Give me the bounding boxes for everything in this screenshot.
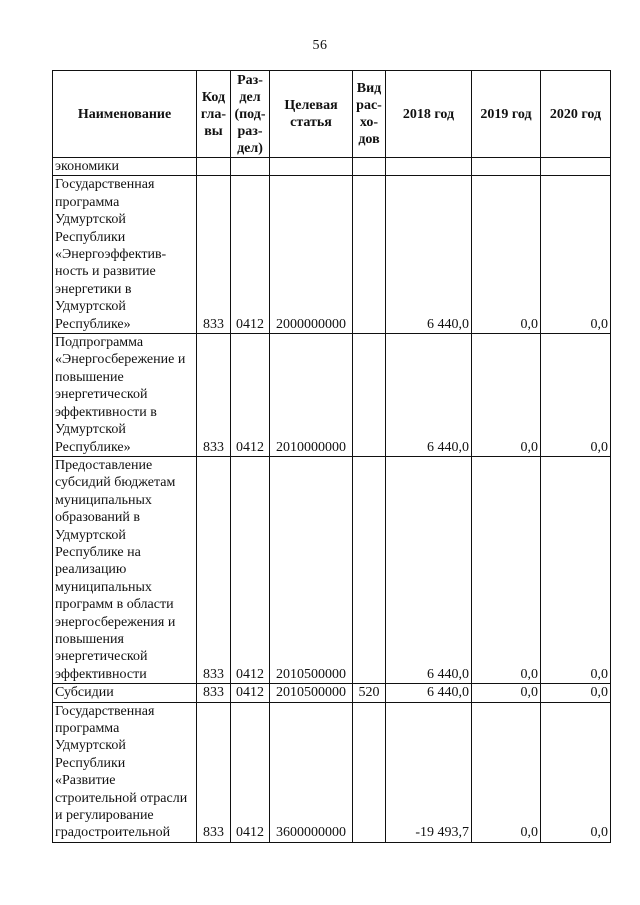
- header-code: Код гла- вы: [197, 71, 231, 158]
- row-expense-type: 520: [353, 684, 386, 702]
- row-2019: 0,0: [472, 702, 541, 842]
- budget-table: [52, 70, 611, 843]
- row-2018: [386, 158, 472, 176]
- table-row: [53, 158, 611, 176]
- table-row: [53, 456, 611, 683]
- row-2020: 0,0: [541, 702, 611, 842]
- row-code: 833: [197, 334, 231, 457]
- row-section: [231, 158, 270, 176]
- row-2018: 6 440,0: [386, 456, 472, 683]
- table-row: [53, 702, 611, 842]
- row-article: 2010000000: [270, 334, 353, 457]
- row-code: 833: [197, 456, 231, 683]
- header-section: Раз- дел (под- раз- дел): [231, 71, 270, 158]
- row-2018: -19 493,7: [386, 702, 472, 842]
- header-expense-type: Вид рас- хо- дов: [353, 71, 386, 158]
- row-2020: 0,0: [541, 176, 611, 334]
- row-2019: 0,0: [472, 176, 541, 334]
- row-article: [270, 158, 353, 176]
- row-name: Подпрограмма «Энергосбережение и повышение энергетической эффективности в Удмуртской Республике»: [53, 334, 197, 457]
- table-row: [53, 684, 611, 702]
- row-expense-type: [353, 702, 386, 842]
- row-code: 833: [197, 176, 231, 334]
- row-2020: [541, 158, 611, 176]
- row-name: Субсидии: [53, 684, 197, 702]
- row-section: 0412: [231, 456, 270, 683]
- row-expense-type: [353, 176, 386, 334]
- row-section: 0412: [231, 684, 270, 702]
- row-name: экономики: [53, 158, 197, 176]
- header-2020: 2020 год: [541, 71, 611, 158]
- row-expense-type: [353, 158, 386, 176]
- row-name: Государственная программа Удмуртской Республики «Развитие строительной отрасли и регулирование градостроительной: [53, 702, 197, 842]
- header-2019: 2019 год: [472, 71, 541, 158]
- header-2018: 2018 год: [386, 71, 472, 158]
- row-2019: 0,0: [472, 334, 541, 457]
- table-row: [53, 176, 611, 334]
- row-2020: 0,0: [541, 334, 611, 457]
- row-2019: 0,0: [472, 684, 541, 702]
- row-2019: 0,0: [472, 456, 541, 683]
- row-2019: [472, 158, 541, 176]
- header-article: Целевая статья: [270, 71, 353, 158]
- header-name: Наименование: [53, 71, 197, 158]
- row-section: 0412: [231, 334, 270, 457]
- row-2018: 6 440,0: [386, 684, 472, 702]
- row-section: 0412: [231, 702, 270, 842]
- row-expense-type: [353, 334, 386, 457]
- row-2018: 6 440,0: [386, 176, 472, 334]
- row-name: Государственная программа Удмуртской Республики «Энергоэффектив- ность и развитие энергетики в Удмуртской Республике»: [53, 176, 197, 334]
- row-2020: 0,0: [541, 456, 611, 683]
- row-2020: 0,0: [541, 684, 611, 702]
- page-number: 56: [312, 38, 328, 53]
- row-2018: 6 440,0: [386, 334, 472, 457]
- row-article: 3600000000: [270, 702, 353, 842]
- row-section: 0412: [231, 176, 270, 334]
- row-code: [197, 158, 231, 176]
- row-code: 833: [197, 684, 231, 702]
- row-article: 2010500000: [270, 684, 353, 702]
- header-row: [53, 71, 611, 158]
- row-article: 2010500000: [270, 456, 353, 683]
- table-row: [53, 334, 611, 457]
- row-name: Предоставление субсидий бюджетам муниципальных образований в Удмуртской Республике на реализацию муниципальных программ в области энергосбережения и повышения энергетической эффективности: [53, 456, 197, 683]
- row-code: 833: [197, 702, 231, 842]
- row-article: 2000000000: [270, 176, 353, 334]
- row-expense-type: [353, 456, 386, 683]
